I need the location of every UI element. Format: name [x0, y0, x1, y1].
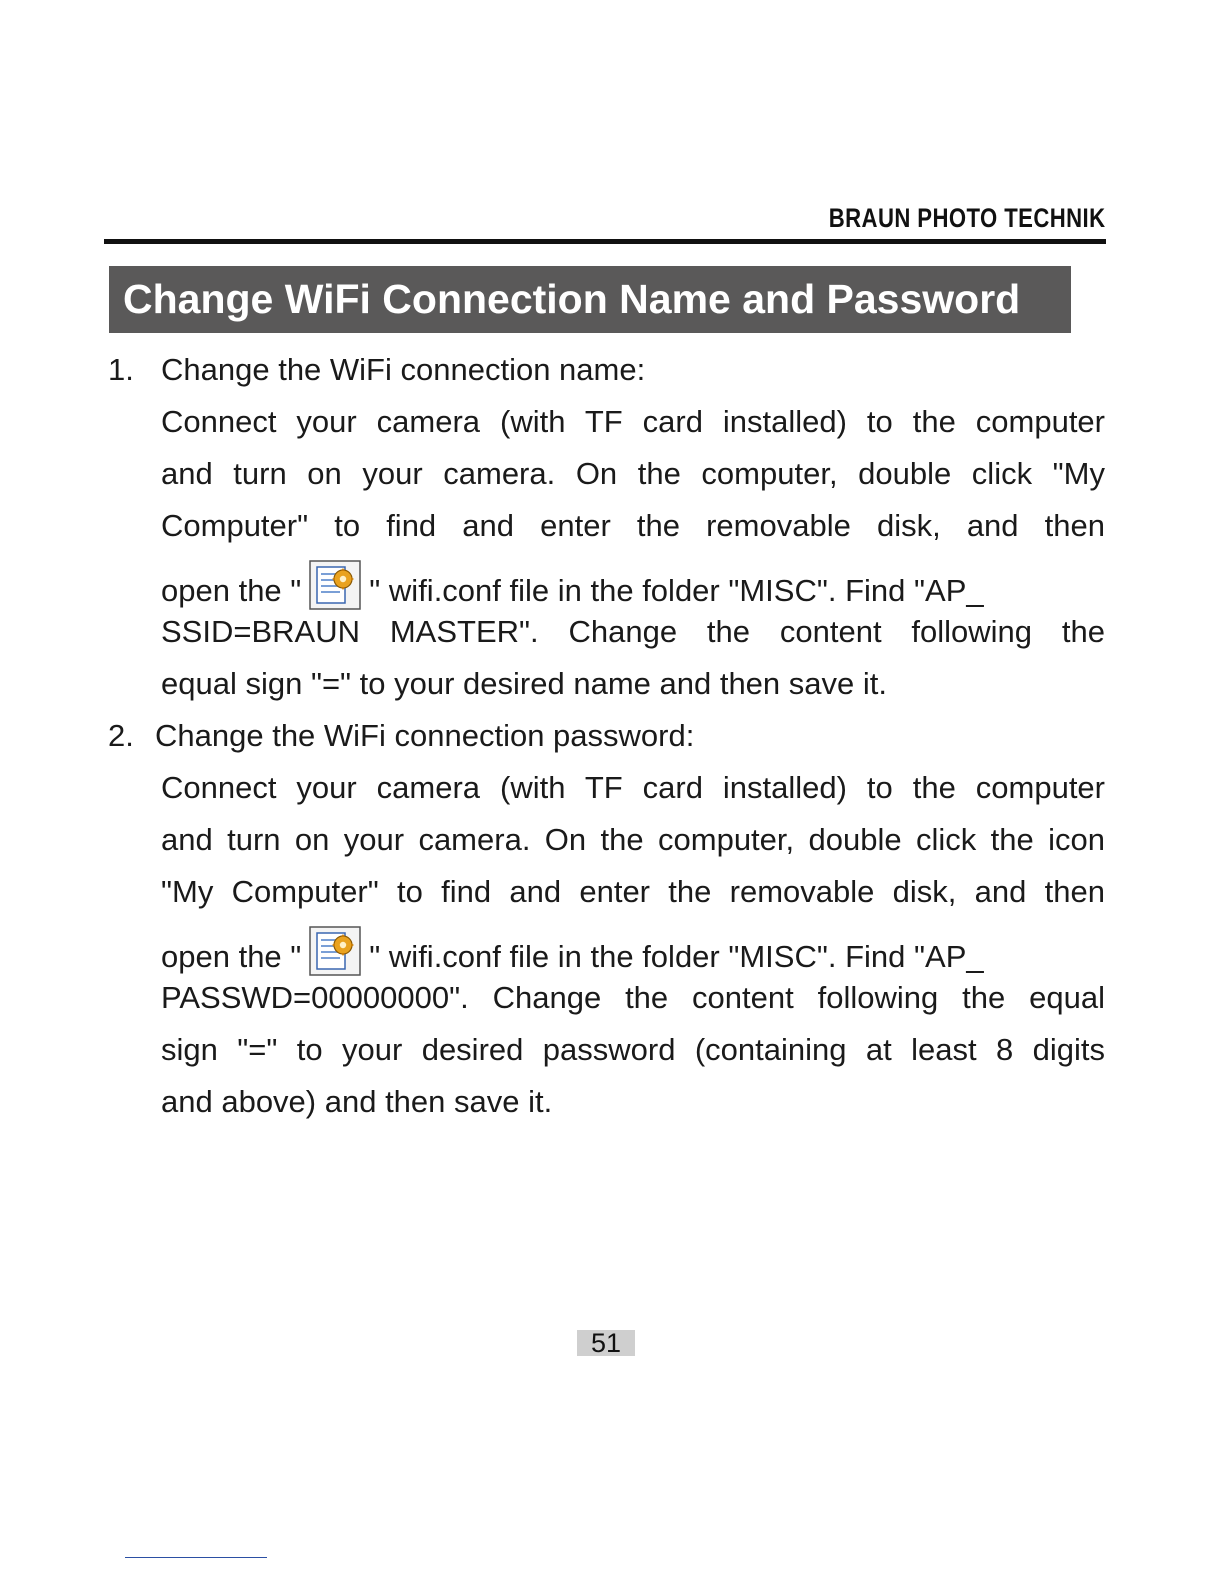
step-1-line-6: equal sign "=" to your desired name and then save it. — [161, 666, 887, 701]
step-1-line-5: SSID=BRAUN MASTER". Change the content following the — [161, 614, 1105, 649]
step-2-line-5: PASSWD=00000000". Change the content following the equal — [161, 980, 1105, 1015]
notepad-settings-icon — [309, 926, 361, 976]
brand-header: BRAUN PHOTO TECHNIK — [829, 203, 1106, 233]
step-1-file-text: " wifi.conf file in the folder "MISC". Find "AP_ — [369, 573, 984, 608]
step-2-number: 2. — [108, 718, 134, 753]
step-1-number: 1. — [108, 352, 134, 387]
step-2-line-1: Connect your camera (with TF card installed) to the computer — [161, 770, 1105, 805]
step-2-line-7: and above) and then save it. — [161, 1084, 553, 1119]
notepad-settings-icon — [309, 560, 361, 610]
step-1-heading: Change the WiFi connection name: — [161, 352, 646, 387]
footnote-rule — [125, 1557, 267, 1558]
step-2-heading: Change the WiFi connection password: — [155, 718, 695, 753]
step-2-line-6: sign "=" to your desired password (containing at least 8 digits — [161, 1032, 1105, 1067]
step-2-line-3: "My Computer" to find and enter the removable disk, and then — [161, 874, 1105, 909]
section-title: Change WiFi Connection Name and Password — [109, 266, 1071, 333]
step-1-open-text: open the " — [161, 573, 302, 608]
step-2-icon-line — [161, 936, 1105, 978]
step-1-line-1: Connect your camera (with TF card installed) to the computer — [161, 404, 1105, 439]
page-number: 51 — [590, 1328, 622, 1358]
step-2-open-text: open the " — [161, 939, 302, 974]
header-rule — [104, 239, 1106, 244]
step-1-line-2: and turn on your camera. On the computer, double click "My — [161, 456, 1105, 491]
step-1-line-3: Computer" to find and enter the removable disk, and then — [161, 508, 1105, 543]
step-1-icon-line — [161, 570, 1105, 612]
step-2-line-2: and turn on your camera. On the computer, double click the icon — [161, 822, 1105, 857]
step-2-file-text: " wifi.conf file in the folder "MISC". Find "AP_ — [369, 939, 984, 974]
